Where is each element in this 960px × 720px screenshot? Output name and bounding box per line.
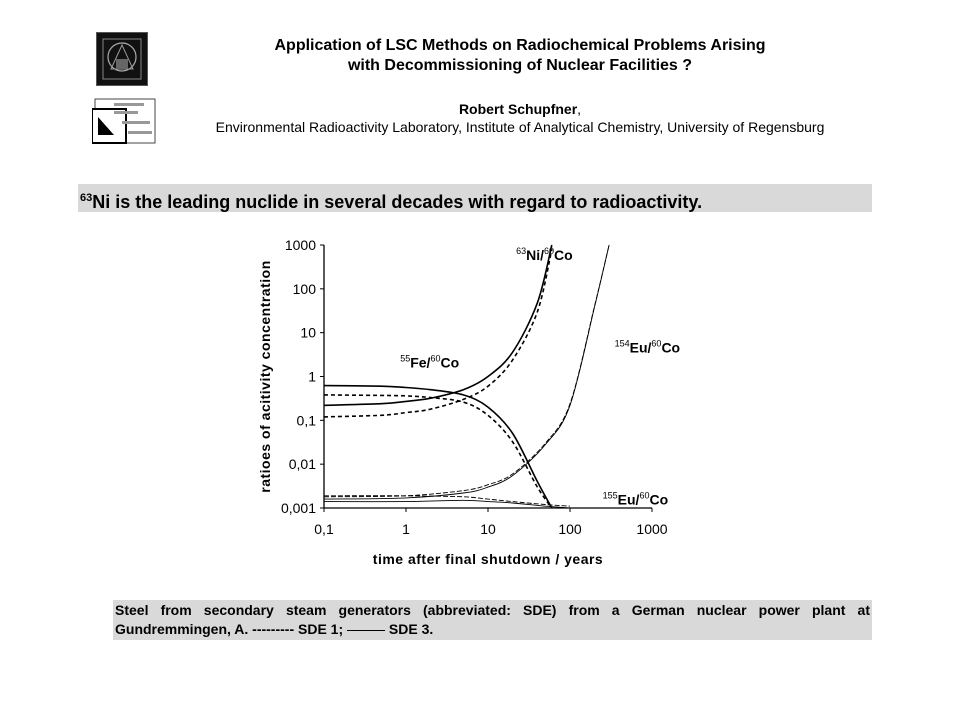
- y-tick-label: 0,01: [288, 456, 316, 473]
- series-label: $^{154}$Eu/$^{60}$Co: [614, 338, 681, 356]
- x-tick-label: 1: [402, 521, 410, 537]
- y-tick-label: 1000: [284, 237, 316, 253]
- series-line-eu-154-co-60-sde-3: [324, 245, 609, 499]
- series-line-ni-63-co-60-sde-1: [324, 249, 552, 417]
- title-line-2: with Decommissioning of Nuclear Facilities ?: [347, 57, 693, 74]
- title-line-1: Application of LSC Methods on Radiochemical Problems Arising: [274, 37, 766, 54]
- solid-line-legend-swatch: [347, 630, 385, 631]
- series-line-ni-63-co-60-sde-3: [324, 245, 552, 405]
- series-line-fe-55-co-60-sde-1: [324, 395, 552, 508]
- y-tick-label: 0,1: [296, 412, 316, 429]
- series-label: $^{55}$Fe/$^{60}$Co: [400, 353, 460, 371]
- series-label: $^{155}$Eu/$^{60}$Co: [602, 490, 669, 508]
- caption-text-part-2: SDE 3.: [385, 621, 434, 637]
- series-label: $^{63}$Ni/$^{60}$Co: [516, 246, 573, 264]
- caption-text-part-1: Steel from secondary steam generators (abbreviated: SDE) from a German nuclear power plant at Gundremmingen, A. --------- SDE 1;: [115, 602, 870, 637]
- headline-text: Ni is the leading nuclide in several decades with regard to radioactivity.: [92, 192, 703, 212]
- series-line-eu-155-co-60-sde-3: [324, 500, 570, 508]
- y-tick-label: 10: [300, 324, 316, 341]
- x-tick-label: 1000: [636, 521, 668, 537]
- author-name: Robert Schupfner: [458, 101, 578, 117]
- x-tick-label: 0,1: [314, 521, 334, 537]
- figure-caption: [113, 600, 872, 640]
- y-tick-label: 0,001: [280, 500, 316, 516]
- y-tick-label: 1: [308, 368, 316, 385]
- y-tick-label: 100: [292, 280, 316, 297]
- x-tick-label: 100: [558, 521, 582, 537]
- headline-superscript: 63: [80, 192, 93, 204]
- author-affiliation: Environmental Radioactivity Laboratory, Institute of Analytical Chemistry, University of Regensburg: [215, 119, 825, 135]
- series-line-eu-154-co-60-sde-1: [324, 245, 609, 497]
- x-axis-label: time after final shutdown / years: [372, 551, 604, 567]
- y-axis-label: ratioes of acitivity concentration: [257, 260, 273, 493]
- x-tick-label: 10: [480, 521, 496, 537]
- author-block: Robert Schupfner, Environmental Radioactivity Laboratory, Institute of Analytical Chemistry, University of Regensburg: [160, 100, 880, 136]
